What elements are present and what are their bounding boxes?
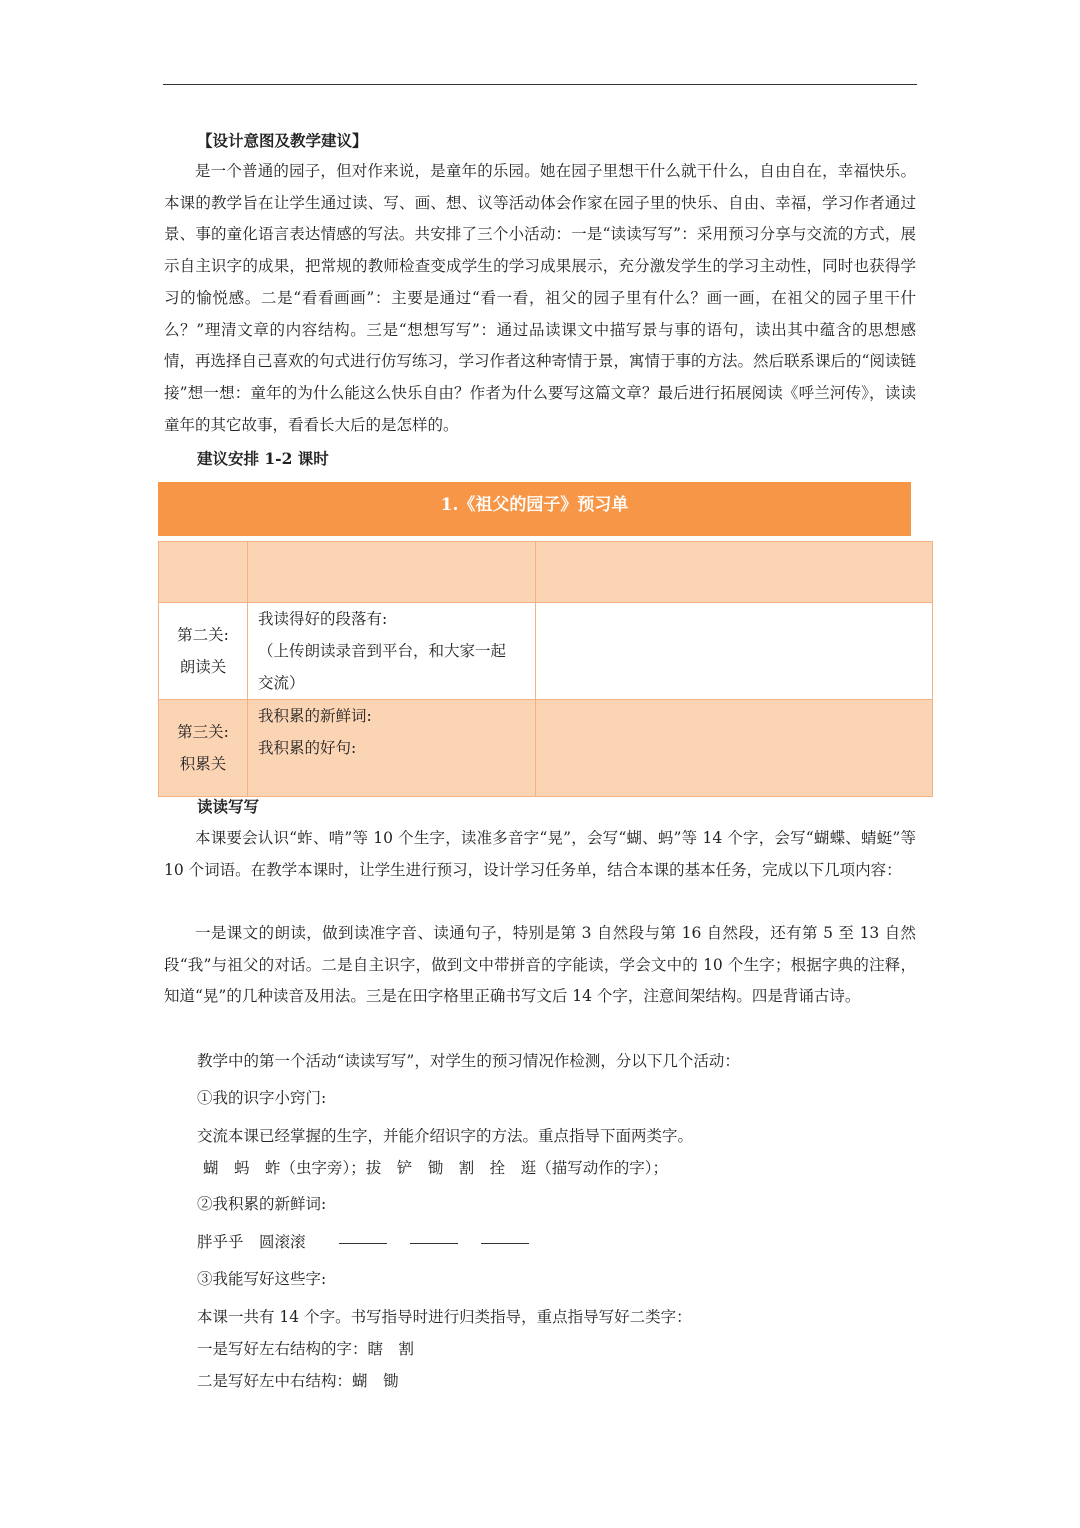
stage-name: 朗读关 [179,658,227,676]
schedule-note: 建议安排 1-2 课时 [197,449,329,468]
stage-number: 第二关: [177,626,229,644]
table-row [159,700,933,797]
reading-paragraph-1: 本课要会认识“蚱、啃”等 10 个生字，读准多音字“晃”，会写“蝴、蚂”等 14 个字，会写“蝴蝶、蜻蜓”等 10 个词语。在教学本课时，让学生进行预习，设计学习任务单，结合本课的基本任务，完成以下几项内容： [164,829,916,879]
stage-content [248,542,536,603]
blank-line [481,1243,529,1244]
activity-3-line-1: 一是写好左右结构的字：瞎 割 [197,1340,415,1358]
activity-1-title: ①我的识字小窍门: [197,1089,327,1107]
stage-extra [536,603,933,700]
worksheet-title: 1.《祖父的园子》预习单 [158,482,911,536]
content-line: 我读得好的段落有: [258,610,388,628]
stage-name: 积累关 [179,755,227,773]
stage-label [159,542,248,603]
stage-label [159,700,248,797]
stage-content [248,603,536,700]
activity-1-desc: 交流本课已经掌握的生字，并能介绍识字的方法。重点指导下面两类字。 [197,1127,694,1145]
activity-1-chars: 蝴 蚂 蚱（虫字旁）；拔 铲 锄 割 拴 逛（描写动作的字）； [203,1159,669,1177]
content-line: 我积累的好句: [258,739,357,757]
header-rule [163,84,917,85]
table-row [159,603,933,700]
content-line: 我积累的新鲜词: [258,707,372,725]
worksheet-table [158,541,933,797]
blank-line [410,1243,458,1244]
reading-paragraph-2: 一是课文的朗读，做到读准字音、读通句子，特别是第 3 自然段与第 16 自然段，还有第 5 至 13 自然段“我”与祖父的对话。二是自主识字，做到文中带拼音的字能读，学会文中的 10 个生字；根据字典的注释，知道“晃”的几种读音及用法。三是在田字格里正确书写文后 14 个字，注意间架结构。四是背诵古诗。 [164,924,916,1006]
table-row [159,542,933,603]
stage-number: 第三关: [177,723,229,741]
activity-2-title: ②我积累的新鲜词: [197,1195,327,1213]
content-line: （上传朗读录音到平台，和大家一起 [258,642,507,660]
activity-3-line-2: 二是写好左中右结构：蝴 锄 [197,1372,399,1390]
activity-3-title: ③我能写好这些字: [197,1270,327,1288]
activity-2-words-line [197,1226,547,1258]
design-heading: 【设计意图及教学建议】 [197,131,368,150]
reading-heading: 读读写写 [197,797,260,816]
blank-line [339,1243,387,1244]
design-paragraph: 是一个普通的园子，但对作来说，是童年的乐园。她在园子里想干什么就干什么，自由自在，幸福快乐。本课的教学旨在让学生通过读、写、画、想、议等活动体会作家在园子里的快乐、自由、幸福，学习作者通过景、事的童化语言表达情感的写法。共安排了三个小活动：一是“读读写写”：采用预习分享与交流的方式，展示自主识字的成果，把常规的教师检查变成学生的学习成果展示，充分激发学生的学习主动性，同时也获得学习的愉悦感。二是“看看画画”：主要是通过“看一看，祖父的园子里有什么？画一画，在祖父的园子里干什么？”理清文章的内容结构。三是“想想写写”：通过品读课文中描写景与事的语句，读出其中蕴含的思想感情，再选择自己喜欢的句式进行仿写练习，学习作者这种寄情于景，寓情于事的方法。然后联系课后的“阅读链接”想一想：童年的为什么能这么快乐自由？作者为什么要写这篇文章？最后进行拓展阅读《呼兰河传》，读读童年的其它故事，看看长大后的是怎样的。 [164,162,916,434]
stage-extra [536,542,933,603]
content-line: 交流） [258,674,305,692]
stage-content [248,700,536,797]
stage-extra [536,700,933,797]
stage-label [159,603,248,700]
activity-2-words: 胖乎乎 圆滚滚 [197,1233,306,1251]
activity-3-desc: 本课一共有 14 个字。书写指导时进行归类指导，重点指导写好二类字： [197,1308,692,1326]
reading-paragraph-3: 教学中的第一个活动“读读写写”，对学生的预习情况作检测，分以下几个活动： [197,1052,740,1070]
